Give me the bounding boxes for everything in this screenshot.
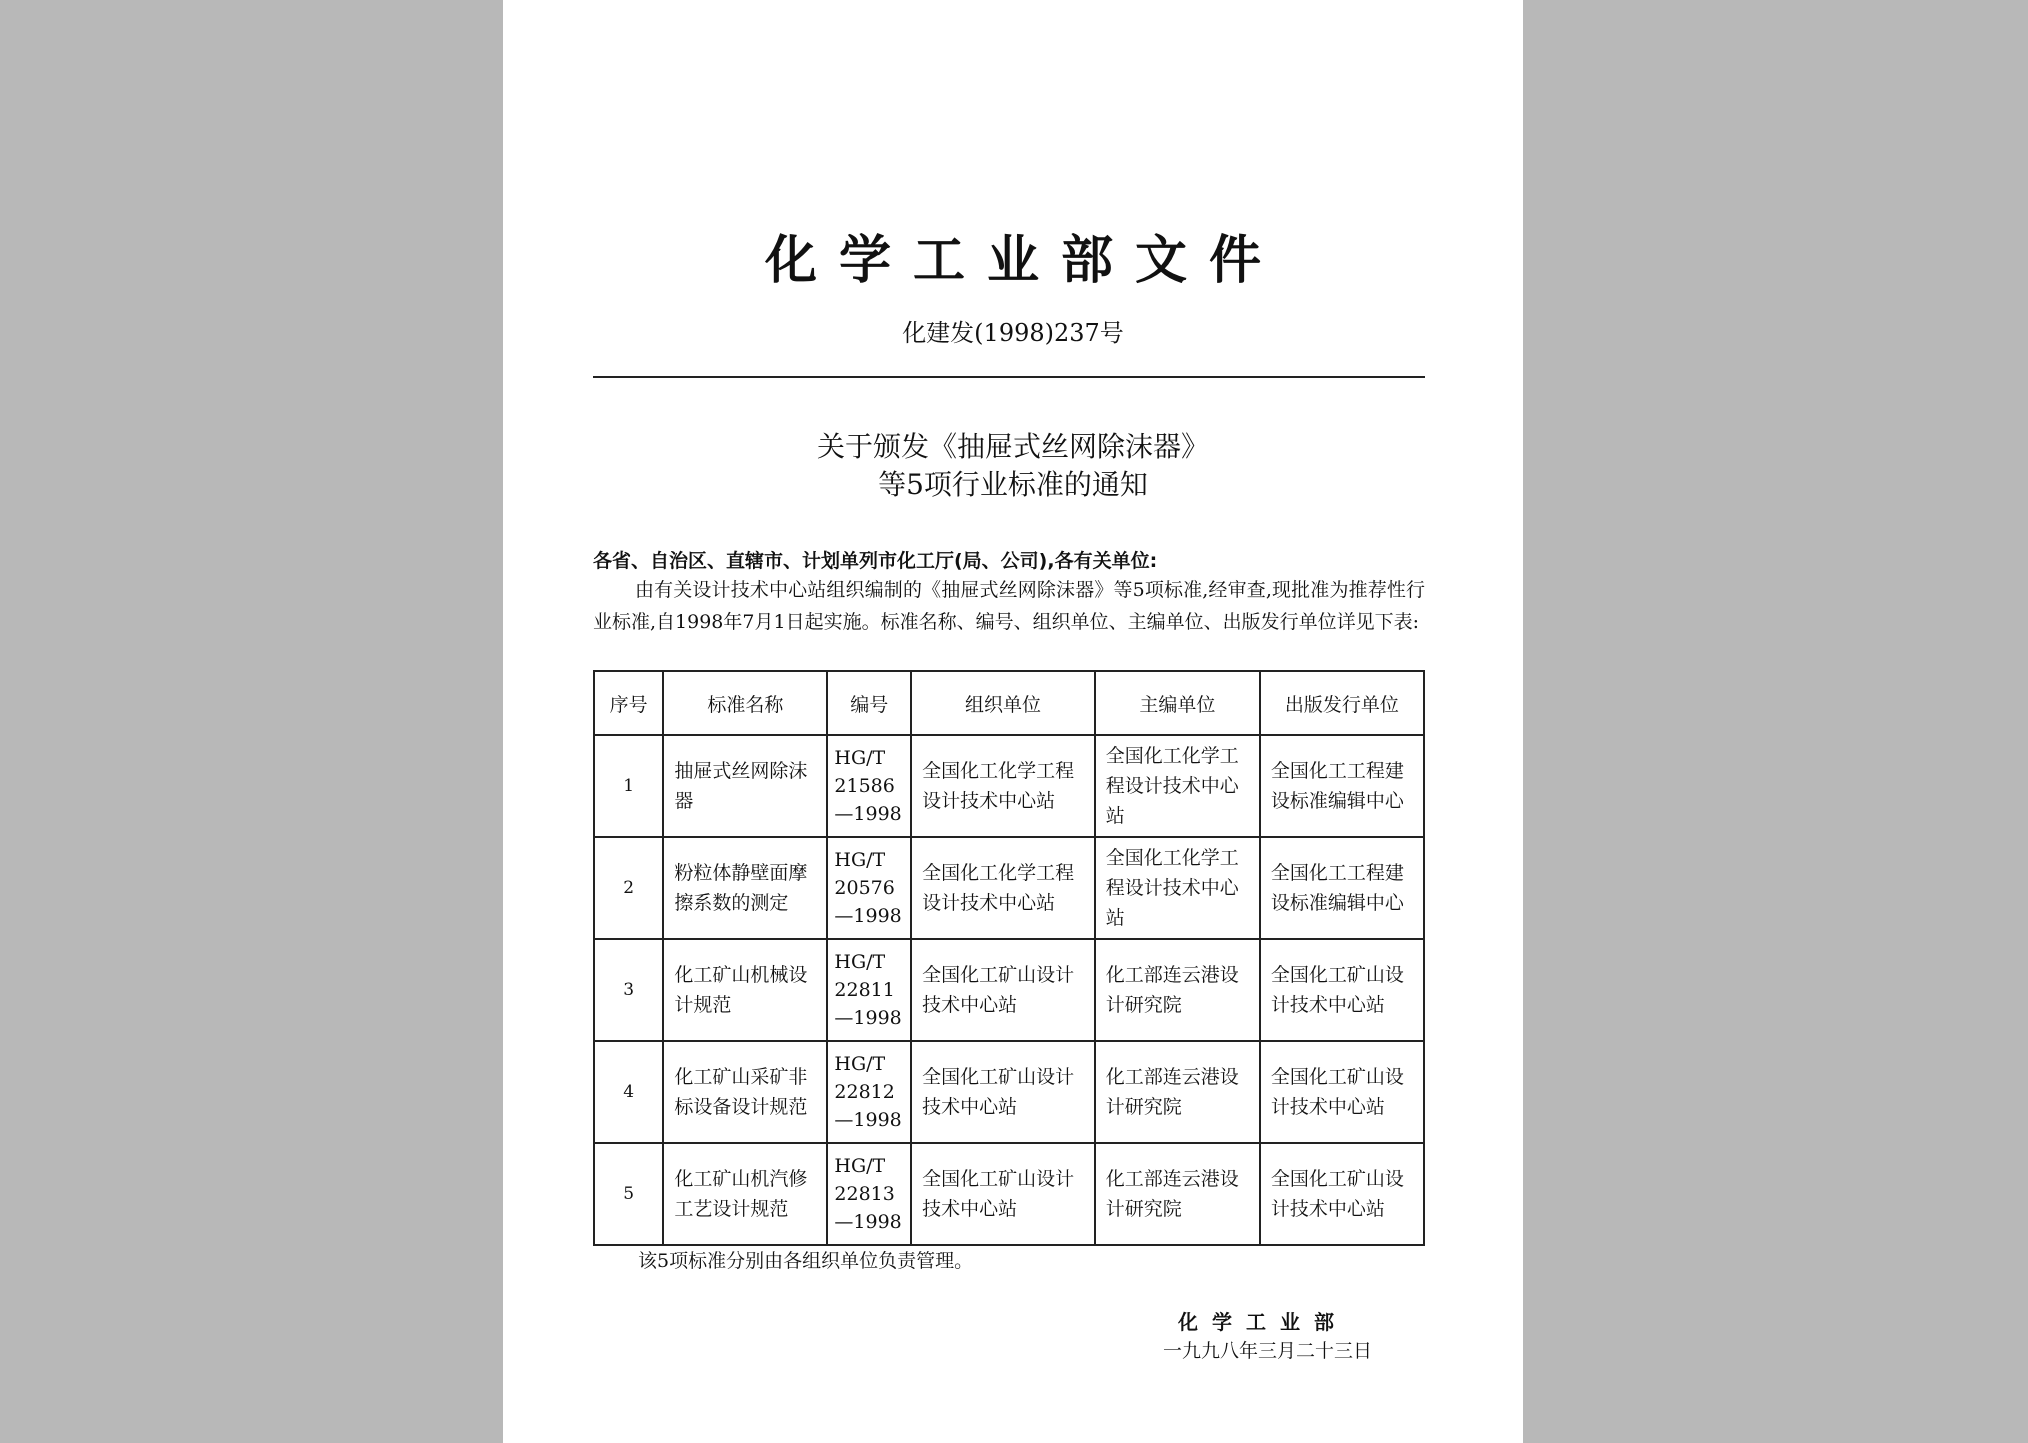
row-org: 全国化工矿山设计技术中心站 (911, 1041, 1095, 1143)
row-no: 1 (594, 735, 663, 837)
org-title: 化学工业部文件 (764, 231, 1283, 291)
notice-title-line2: 等5项行业标准的通知 (878, 468, 1148, 501)
addressee: 各省、自治区、直辖市、计划单列市化工厅(局、公司),各有关单位: (593, 550, 1158, 572)
row-no: 3 (594, 939, 663, 1041)
row-editor: 全国化工化学工程设计技术中心站 (1095, 735, 1260, 837)
standards-table (593, 670, 1425, 1246)
sign-date: 一九九八年三月二十三日 (1163, 1340, 1373, 1362)
row-name: 粉粒体静壁面摩擦系数的测定 (663, 837, 827, 939)
row-editor: 化工部连云港设计研究院 (1095, 1143, 1260, 1245)
row-publisher: 全国化工矿山设计技术中心站 (1260, 1143, 1424, 1245)
closing-note: 该5项标准分别由各组织单位负责管理。 (638, 1250, 974, 1272)
table-row (594, 939, 1424, 1041)
row-code: HG/T 22811 —1998 (827, 939, 911, 1041)
row-publisher: 全国化工工程建设标准编辑中心 (1260, 837, 1424, 939)
table-row (594, 837, 1424, 939)
row-name: 化工矿山采矿非标设备设计规范 (663, 1041, 827, 1143)
notice-title (503, 428, 1523, 504)
row-name: 化工矿山机械设计规范 (663, 939, 827, 1041)
table-row (594, 735, 1424, 837)
body-paragraph: 由有关设计技术中心站组织编制的《抽屉式丝网除沫器》等5项标准,经审查,现批准为推荐性行业标准,自1998年7月1日起实施。标准名称、编号、组织单位、主编单位、出版发行单位详见下表: (593, 579, 1425, 633)
document-page (503, 0, 1523, 1443)
notice-title-line1: 关于颁发《抽屉式丝网除沫器》 (816, 430, 1209, 463)
row-org: 全国化工化学工程设计技术中心站 (911, 837, 1095, 939)
header-editor: 主编单位 (1095, 671, 1260, 735)
row-org: 全国化工矿山设计技术中心站 (911, 939, 1095, 1041)
row-no: 4 (594, 1041, 663, 1143)
header-org: 组织单位 (911, 671, 1095, 735)
row-editor: 全国化工化学工程设计技术中心站 (1095, 837, 1260, 939)
row-editor: 化工部连云港设计研究院 (1095, 939, 1260, 1041)
row-name: 化工矿山机汽修工艺设计规范 (663, 1143, 827, 1245)
header-divider (593, 376, 1425, 378)
header-no: 序号 (594, 671, 663, 735)
row-publisher: 全国化工矿山设计技术中心站 (1260, 939, 1424, 1041)
row-no: 5 (594, 1143, 663, 1245)
header-publisher: 出版发行单位 (1260, 671, 1424, 735)
signer: 化学工业部 (1178, 1310, 1348, 1334)
table-row (594, 1143, 1424, 1245)
row-code: HG/T 22813 —1998 (827, 1143, 911, 1245)
row-org: 全国化工矿山设计技术中心站 (911, 1143, 1095, 1245)
row-org: 全国化工化学工程设计技术中心站 (911, 735, 1095, 837)
row-publisher: 全国化工矿山设计技术中心站 (1260, 1041, 1424, 1143)
row-name: 抽屉式丝网除沫器 (663, 735, 827, 837)
header-name: 标准名称 (663, 671, 827, 735)
doc-number: 化建发(1998)237号 (902, 319, 1124, 347)
row-code: HG/T 21586 —1998 (827, 735, 911, 837)
row-code: HG/T 20576 —1998 (827, 837, 911, 939)
row-code: HG/T 22812 —1998 (827, 1041, 911, 1143)
row-publisher: 全国化工工程建设标准编辑中心 (1260, 735, 1424, 837)
table-header-row (594, 671, 1424, 735)
row-editor: 化工部连云港设计研究院 (1095, 1041, 1260, 1143)
header-code: 编号 (827, 671, 911, 735)
table-row (594, 1041, 1424, 1143)
row-no: 2 (594, 837, 663, 939)
